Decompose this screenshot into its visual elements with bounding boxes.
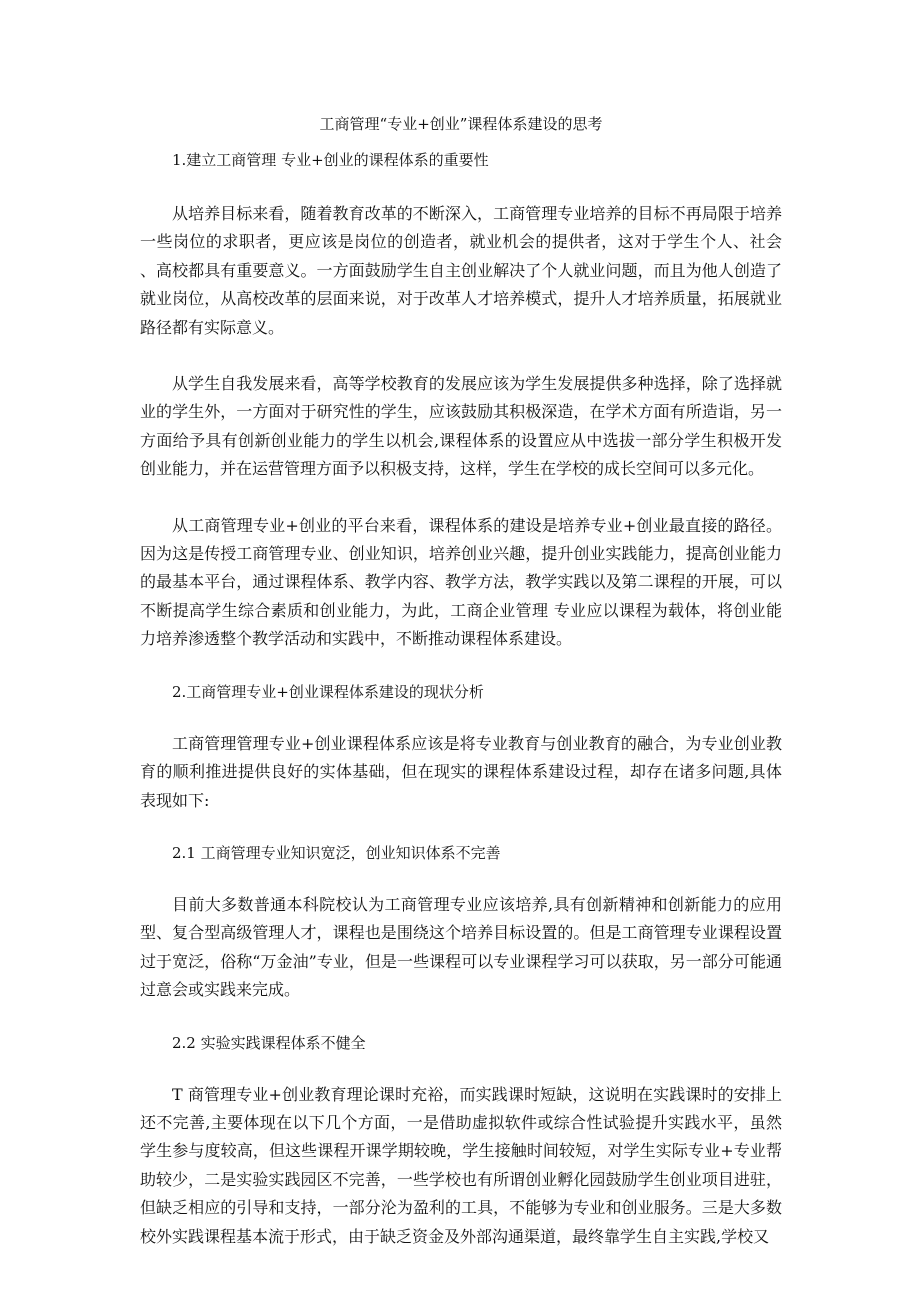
paragraph-3: 从工商管理专业+创业的平台来看，课程体系的建设是培养专业+创业最直接的路径。因为这是传授工商管理专业、创业知识，培养创业兴趣，提升创业实践能力，提高创业能力的最基本平台，通过课程体系、教学内容、教学方法，教学实践以及第二课程的开展，可以不断提高学生综合素质和创业能力，为此，工商企业管理 专业应以课程为载体，将创业能力培养渗透整个教学活动和实践中，不断推动课程体系建设。 xyxy=(140,515,782,649)
paragraph-4: 工商管理管理专业+创业课程体系应该是将专业教育与创业教育的融合，为专业创业教育的顺利推进提供良好的实体基础，但在现实的课程体系建设过程，却存在诸多问题,具体表现如下: xyxy=(140,733,782,810)
section-heading-2: 2.工商管理专业+创业课程体系建设的现状分析 xyxy=(172,682,484,701)
document-title: 工商管理“专业+创业”课程体系建设的思考 xyxy=(319,115,603,133)
paragraph-2: 从学生自我发展来看，高等学校教育的发展应该为学生发展提供多种选择，除了选择就业的学生外，一方面对于研究性的学生，应该鼓励其积极深造，在学术方面有所造诣，另一方面给予具有创新创业能力的学生以机会,课程体系的设置应从中选拔一部分学生积极开发创业能力，并在运营管理方面予以积极支持，这样，学生在学校的成长空间可以多元化。 xyxy=(140,374,782,479)
section-heading-2-2: 2.2 实验实践课程体系不健全 xyxy=(172,1033,366,1052)
paragraph-1: 从培养目标来看，随着教育改革的不断深入，工商管理专业培养的目标不再局限于培养一些岗位的求职者，更应该是岗位的创造者，就业机会的提供者，这对于学生个人、社会 、高校都具有重要意义。一方面鼓励学生自主创业解决了个人就业问题，而且为他人创造了就业岗位，从高校改革的层面来说，对于改革人才培养模式，提升人才培养质量，拓展就业路径都有实际意义。 xyxy=(140,204,782,337)
section-heading-2-1: 2.1 工商管理专业知识宽泛，创业知识体系不完善 xyxy=(172,843,501,862)
section-heading-1: 1.建立工商管理 专业+创业的课程体系的重要性 xyxy=(172,151,489,169)
paragraph-6: T 商管理专业+创业教育理论课时充裕，而实践课时短缺，这说明在实践课时的安排上还不完善,主要体现在以下几个方面，一是借助虚拟软件或综合性试验提升实践水平，虽然学生参与度较高，但这些课程开课学期较晚，学生接触时间较短，对学生实际专业+专业帮助较少，二是实验实践园区不完善，一些学校也有所谓创业孵化园鼓励学生创业项目进驻，但缺乏相应的引导和支持，一部分沦为盈利的工具，不能够为专业和创业服务。三是大多数校外实践课程基本流于形式，由于缺乏资金及外部沟通渠道，最终靠学生自主实践,学校又 xyxy=(140,1084,782,1246)
paragraph-5: 目前大多数普通本科院校认为工商管理专业应该培养,具有创新精神和创新能力的应用型、复合型高级管理人才，课程也是围绕这个培养目标设置的。但是工商管理专业课程设置过于宽泛，俗称“万金油”专业，但是一些课程可以专业课程学习可以获取，另一部分可能通过意会或实践来完成。 xyxy=(140,894,782,1000)
